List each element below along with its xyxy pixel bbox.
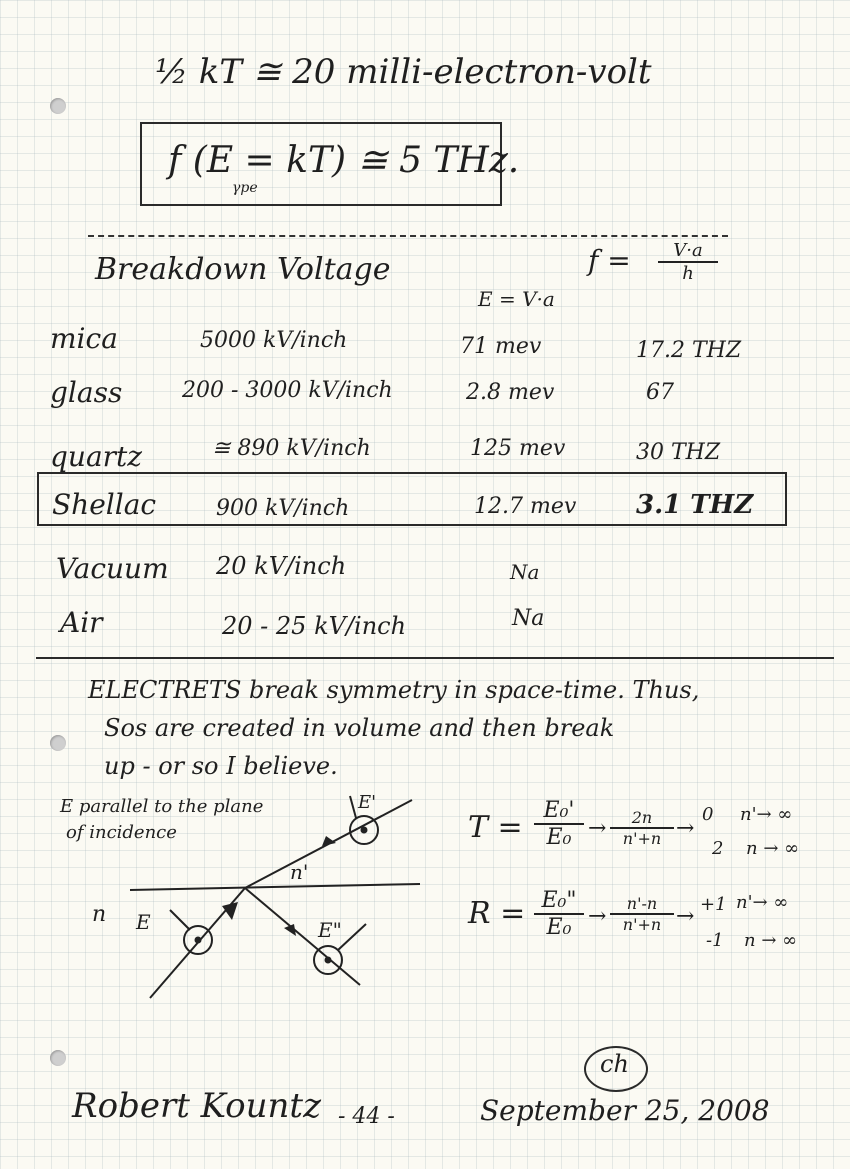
R-limit-2: -1	[706, 930, 724, 951]
interface-line	[130, 884, 420, 890]
electrets-line-2: Sos are created in volume and then break	[104, 714, 615, 742]
T-condition-2: n → ∞	[746, 838, 800, 859]
half-kt-line: ½ kT ≅ 20 milli-electron-volt	[155, 52, 652, 92]
R-ratio-fraction	[534, 888, 584, 940]
formula-f-lhs: f =	[588, 244, 631, 277]
label-n: n	[92, 902, 107, 927]
R-condition-2: n → ∞	[744, 930, 798, 951]
row-voltage: 5000 kV/inch	[200, 328, 348, 353]
T-denominator: E₀	[546, 825, 572, 850]
T-limit-2: 2	[712, 838, 724, 859]
formula-e: E = V·a	[478, 287, 555, 311]
T-numerator: E₀'	[534, 798, 584, 825]
electrets-line-3: up - or so I believe.	[104, 752, 338, 780]
entry-date: September 25, 2008	[480, 1094, 770, 1127]
R-formula-numerator: n'-n	[610, 894, 674, 915]
electrets-line-1: ELECTRETS break symmetry in space-time. Thus,	[88, 676, 700, 704]
reflected-arrowhead	[284, 924, 296, 936]
row-material: mica	[50, 322, 118, 355]
row-material: Air	[60, 606, 103, 639]
field-E-prime-vector	[350, 796, 356, 818]
T-arrow-1: →	[588, 816, 607, 841]
T-formula-denominator: n'+n	[622, 829, 662, 848]
R-denominator: E₀	[546, 915, 572, 940]
R-arrow-1: →	[588, 904, 607, 929]
T-formula-numerator: 2n	[610, 808, 674, 829]
row-frequency: 67	[646, 380, 674, 405]
section-title: Breakdown Voltage	[95, 252, 391, 287]
row-energy: 125 mev	[470, 436, 566, 461]
reflected-ray	[245, 888, 360, 985]
R-condition-1: n'→ ∞	[736, 892, 789, 913]
R-equation-lhs: R =	[468, 896, 526, 931]
row-voltage: 20 - 25 kV/inch	[222, 612, 407, 640]
row-material: Vacuum	[56, 552, 169, 585]
label-E-prime: E'	[358, 792, 377, 813]
diagram-note-line-1: E parallel to the plane	[60, 796, 264, 817]
initials: ch	[600, 1050, 629, 1078]
T-arrow-2: →	[676, 816, 695, 841]
row-voltage: ≅ 890 kV/inch	[212, 436, 371, 461]
row-energy: 12.7 mev	[474, 494, 577, 519]
T-limit-1: 0	[702, 804, 714, 825]
T-ratio-fraction	[534, 798, 584, 850]
row-energy: Na	[512, 606, 545, 631]
row-frequency: 30 THZ	[636, 440, 721, 465]
row-energy: 71 mev	[460, 334, 542, 359]
row-energy: Na	[510, 560, 540, 584]
boxed-equation-subscript: γpe	[232, 180, 258, 196]
signature: Robert Kountz	[72, 1086, 322, 1126]
row-frequency: 17.2 THZ	[636, 338, 742, 363]
row-material: quartz	[50, 440, 143, 473]
R-arrow-2: →	[676, 904, 695, 929]
formula-f-denominator: h	[682, 263, 694, 284]
row-energy: 2.8 mev	[466, 380, 555, 405]
label-E-dprime: E"	[318, 918, 342, 942]
row-material: Shellac	[52, 488, 157, 521]
row-voltage: 900 kV/inch	[216, 496, 350, 521]
row-frequency: 3.1 THZ	[636, 490, 754, 520]
page-number: - 44 -	[338, 1104, 395, 1129]
R-formula-fraction	[610, 894, 674, 934]
T-formula-fraction	[610, 808, 674, 848]
label-E: E	[136, 910, 151, 934]
row-material: glass	[50, 376, 123, 409]
R-numerator: E₀"	[534, 888, 584, 915]
label-n-prime: n'	[290, 860, 309, 884]
formula-f-numerator: V·a	[658, 240, 718, 263]
row-voltage: 20 kV/inch	[216, 552, 347, 580]
diagram-note-line-2: of incidence	[66, 822, 177, 843]
T-condition-1: n'→ ∞	[740, 804, 793, 825]
row-voltage: 200 - 3000 kV/inch	[182, 378, 393, 403]
field-E-vector	[170, 910, 190, 930]
T-equation-lhs: T =	[468, 810, 523, 845]
R-formula-denominator: n'+n	[622, 915, 662, 934]
boxed-equation: f (E = kT) ≅ 5 THz.	[168, 140, 520, 181]
R-limit-1: +1	[700, 894, 727, 915]
field-E-dprime-vector	[338, 924, 366, 950]
